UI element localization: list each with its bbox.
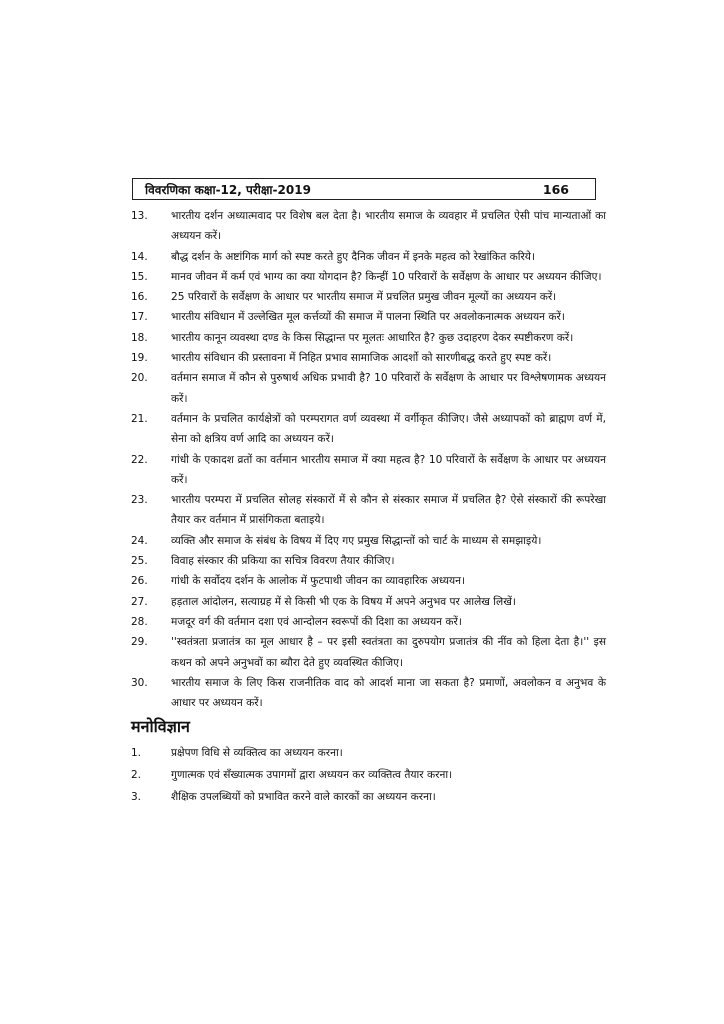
item-text: वर्तमान समाज में कौन से पुरुषार्थ अधिक प्रभावी है? 10 परिवारों के सर्वेक्षण के आधार पर विश्लेषणामक अध्ययन करें।	[171, 372, 606, 405]
item-number: 24.	[131, 534, 148, 547]
list-item	[131, 247, 606, 267]
item-text: व्यक्ति और समाज के संबंध के विषय में दिए गए प्रमुख सिद्धान्तों को चार्ट के माध्यम से समझाइये।	[171, 534, 542, 547]
list-item	[131, 287, 606, 307]
item-text: मजदूर वर्ग की वर्तमान दशा एवं आन्दोलन स्वरूपों की दिशा का अध्ययन करें।	[171, 615, 462, 628]
list-item	[131, 764, 606, 786]
item-number: 16.	[131, 291, 148, 304]
item-text: हड़ताल आंदोलन, सत्याग्रह में से किसी भी एक के विषय में अपने अनुभव पर आलेख लिखें।	[171, 595, 516, 608]
list-item	[131, 490, 606, 531]
list-item	[131, 409, 606, 450]
item-number: 23.	[131, 494, 148, 507]
item-text: गांधी के सर्वोदय दर्शन के आलोक में फुटपाथी जीवन का व्यावहारिक अध्ययन।	[171, 575, 466, 588]
list-item	[131, 531, 606, 551]
item-text: 25 परिवारों के सर्वेक्षण के आधार पर भारतीय समाज में प्रचलित प्रमुख जीवन मूल्यों का अध्ययन करें।	[171, 291, 557, 304]
list-item	[131, 328, 606, 348]
item-number: 26.	[131, 575, 148, 588]
item-text: भारतीय परम्परा में प्रचलित सोलह संस्कारों में से कौन से संस्कार समाज में प्रचलित है? ऐसे संस्कारों की रूपरेखा तैयार कर वर्तमान में प्रासंगिकता बताइये।	[171, 494, 606, 527]
list-item	[131, 673, 606, 714]
item-number: 15.	[131, 270, 148, 283]
page-number: 166	[542, 181, 569, 197]
item-text: बौद्ध दर्शन के अष्टांगिक मार्ग को स्पष्ट करते हुए दैनिक जीवन में इनके महत्व को रेखांकित करिये।	[171, 250, 535, 263]
list-item	[131, 632, 606, 673]
item-text: भारतीय कानून व्यवस्था दण्ड के किस सिद्धान्त पर मूलतः आधारित है? कुछ उदाहरण देकर स्पष्टीकरण करें।	[171, 331, 574, 344]
item-number: 22.	[131, 453, 148, 466]
list-item	[131, 206, 606, 247]
item-number: 19.	[131, 352, 148, 365]
item-number: 20.	[131, 372, 148, 385]
list-item	[131, 348, 606, 368]
list-item	[131, 267, 606, 287]
item-number: 17.	[131, 311, 148, 324]
item-text: भारतीय संविधान में उल्लेखित मूल कर्त्तव्यों की समाज में पालना स्थिति पर अवलोकनात्मक अध्ययन करें।	[171, 311, 565, 324]
item-text: भारतीय संविधान की प्रस्तावना में निहित प्रभाव सामाजिक आदर्शो को सारणीबद्ध करते हुए स्पष्ट करें।	[171, 352, 552, 365]
item-text: विवाह संस्कार की प्रकिया का सचित्र विवरण तैयार कीजिए।	[171, 555, 395, 568]
list-item	[131, 612, 606, 632]
item-number: 25.	[131, 555, 148, 568]
project-list	[131, 206, 606, 713]
item-number: 3.	[131, 791, 142, 804]
item-number: 28.	[131, 615, 148, 628]
list-item	[131, 592, 606, 612]
header-title: विवरणिका कक्षा-12, परीक्षा-2019	[145, 182, 311, 197]
item-number: 2.	[131, 769, 142, 782]
section-title: मनोविज्ञान	[131, 717, 190, 737]
item-text: गुणात्मक एवं सँख्यात्मक उपागमों द्वारा अध्ययन कर व्यक्तित्व तैयार करना।	[171, 769, 453, 782]
item-text: भारतीय समाज के लिए किस राजनीतिक वाद को आदर्श माना जा सकता है? प्रमाणों, अवलोकन व अनुभव के आधार पर अध्ययन करें।	[171, 676, 606, 710]
list-item	[131, 742, 606, 764]
item-number: 30.	[131, 676, 148, 689]
item-number: 14.	[131, 250, 148, 263]
content-list	[131, 206, 606, 808]
page-header	[132, 178, 596, 200]
item-text: ''स्वतंत्रता प्रजातंत्र का मूल आधार है – पर इसी स्वतंत्रता का दुरुपयोग प्रजातंत्र की नींव को हिला देता है।'' इस कथन को अपने अनुभवों का ब्यौरा देते हुए व्यवस्थित कीजिए।	[171, 636, 606, 669]
item-number: 1.	[131, 747, 142, 760]
item-text: शैक्षिक उपलब्धियों को प्रभावित करने वाले कारकों का अध्ययन करना।	[171, 791, 436, 804]
item-text: भारतीय दर्शन अध्यात्मवाद पर विशेष बल देता है। भारतीय समाज के व्यवहार में प्रचलित ऐसी पांच मान्यताओं का अध्ययन करें।	[171, 210, 606, 243]
item-number: 29.	[131, 636, 148, 649]
item-number: 18.	[131, 331, 148, 344]
list-item	[131, 571, 606, 591]
list-item	[131, 368, 606, 409]
item-text: मानव जीवन में कर्म एवं भाग्य का क्या योगदान है? किन्हीं 10 परिवारों के सर्वेक्षण के आधार पर अध्ययन कीजिए।	[171, 270, 602, 283]
item-text: प्रक्षेपण विधि से व्यक्तित्व का अध्ययन करना।	[171, 747, 343, 760]
item-number: 13.	[131, 210, 148, 222]
item-text: वर्तमान के प्रचलित कार्यक्षेत्रों को परम्परागत वर्ण व्यवस्था में वर्गीकृत कीजिए। जैसे अध्यापकों को ब्राह्मण वर्ण में, सेना को क्षत्रिय वर्ण आदि का अध्ययन करें।	[171, 412, 606, 446]
list-item	[131, 551, 606, 571]
item-number: 21.	[131, 412, 148, 425]
item-number: 27.	[131, 595, 148, 608]
item-text: गांधी के एकादश व्रतों का वर्तमान भारतीय समाज में क्या महत्व है? 10 परिवारों के सर्वेक्षण के आधार पर अध्ययन करें।	[171, 453, 606, 486]
section-project-list	[131, 742, 606, 808]
list-item	[131, 786, 606, 808]
list-item	[131, 307, 606, 327]
list-item	[131, 450, 606, 491]
